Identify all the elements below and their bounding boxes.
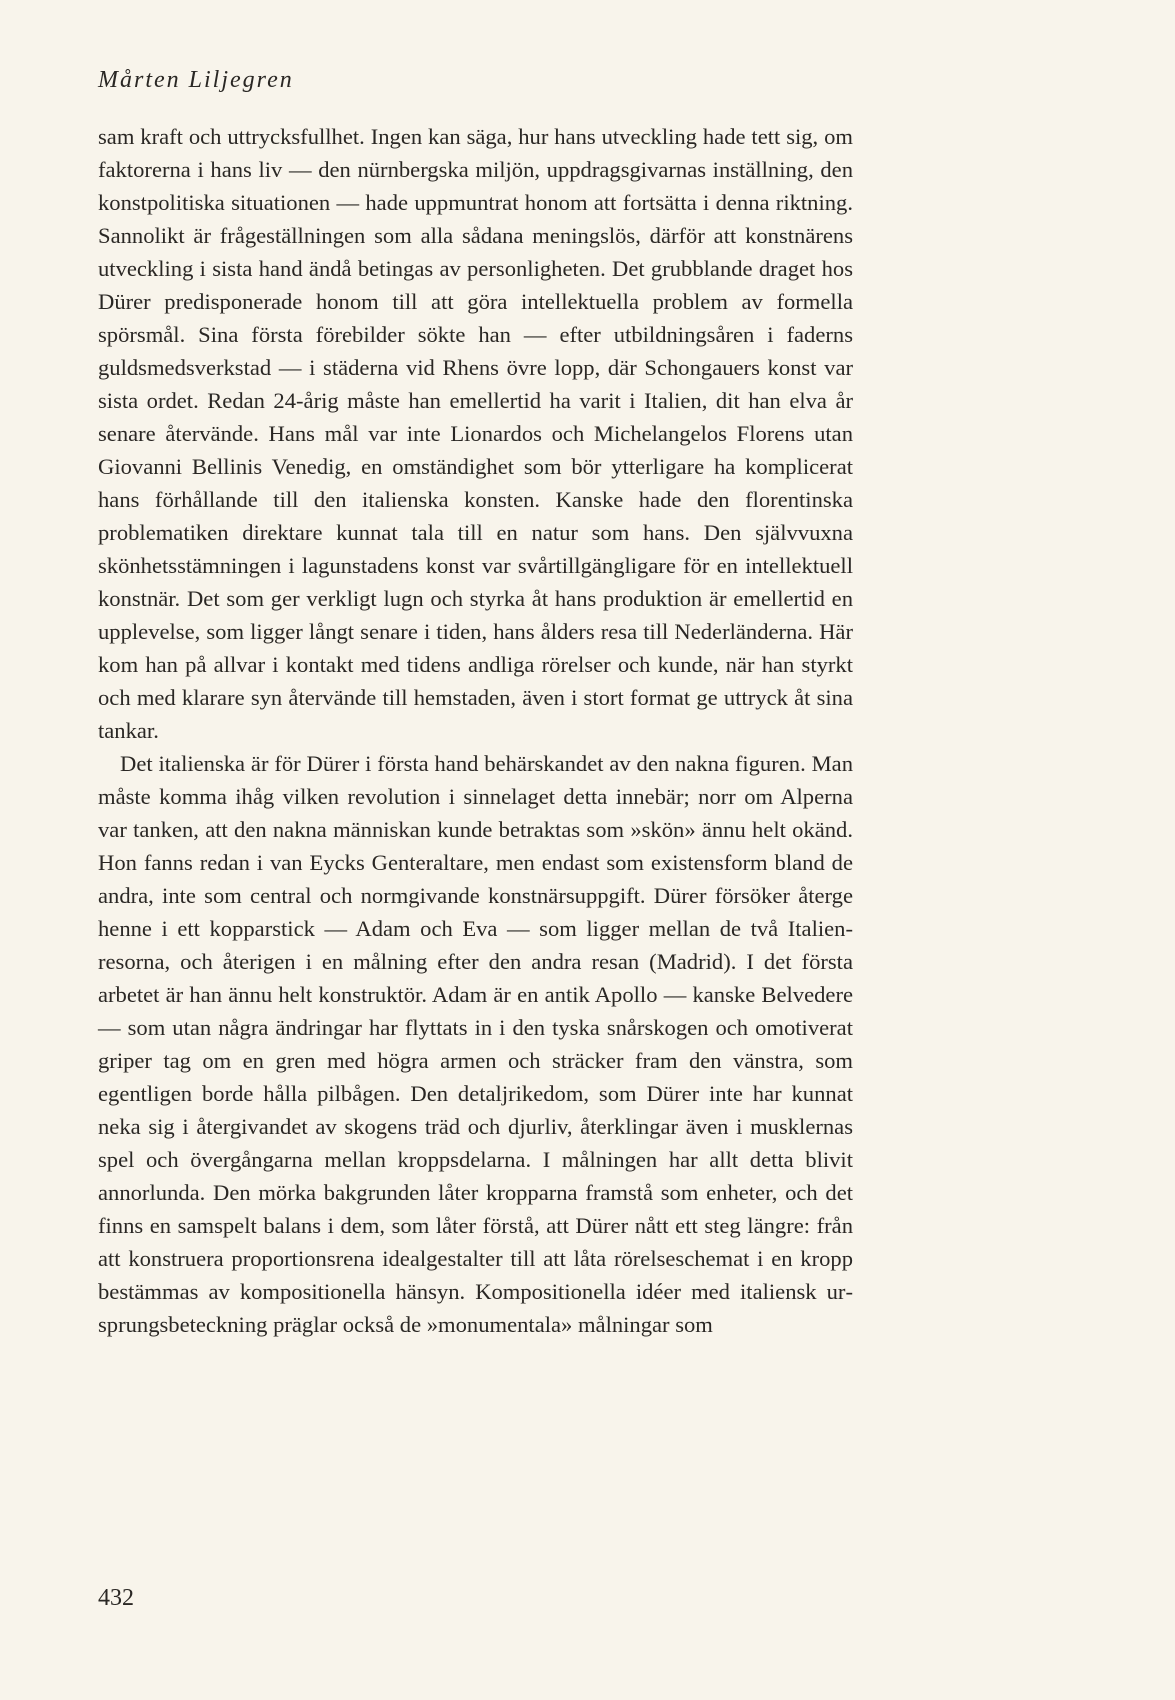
paragraph-1: sam kraft och uttrycksfullhet. Ingen kan säga, hur hans utveckling hade tett sig, om faktorerna i hans liv — den nürnbergska miljön, uppdragsgivarnas inställning, den konstpolitiska situationen — hade uppmuntrat honom att fortsätta i denna riktning. Sannolikt är frågeställningen som alla sådana meningslös, därför att konstnärens utveckling i sista hand ändå betingas av personligheten. Det grubblande draget hos Dürer predisponerade honom till att göra intellektuella problem av formella spörsmål. Sina första förebilder sökte han — efter utbildningsåren i faderns guldsmedsverkstad — i städerna vid Rhens övre lopp, där Schongauers konst var sista ordet. Redan 24-årig måste han emellertid ha varit i Italien, dit han elva år senare återvände. Hans mål var inte Lionardos och Michelangelos Florens utan Giovanni Bellinis Venedig, en omständighet som bör ytterligare ha komplicerat hans förhållande till den italienska konsten. Kanske hade den florentinska problematiken direktare kunnat tala till en natur som hans. Den självvuxna skönhetsstämningen i lagunstadens konst var svårtillgängligare för en intellektuell konstnär. Det som ger verkligt lugn och styrka åt hans produktion är emellertid en upplevelse, som ligger långt senare i tiden, hans ålders resa till Nederländerna. Här kom han på allvar i kontakt med tidens andliga rörelser och kunde, när han styrkt och med klarare syn återvände till hemstaden, även i stort format ge uttryck åt sina tankar. (98, 124, 853, 743)
body-text (98, 120, 853, 1341)
running-header-author: Mårten Liljegren (98, 67, 294, 93)
paragraph-2: Det italienska är för Dürer i första hand behärskandet av den nakna figuren. Man måste komma ihåg vilken revolution i sinnelaget detta innebär; norr om Alperna var tanken, att den nakna människan kunde betraktas som »skön» ännu helt okänd. Hon fanns redan i van Eycks Genteraltare, men endast som existensform bland de andra, inte som central och normgivande konstnärsuppgift. Dürer försöker återge henne i ett kopparstick — Adam och Eva — som ligger mellan de två Italienresorna, och återigen i en målning efter den andra resan (Madrid). I det första arbetet är han ännu helt konstruktör. Adam är en antik Apollo — kanske Belvedere — som utan några ändringar har flyttats in i den tyska snårskogen och omotiverat griper tag om en gren med högra armen och sträcker fram den vänstra, som egentligen borde hålla pilbågen. Den detaljrikedom, som Dürer inte har kunnat neka sig i återgivandet av skogens träd och djurliv, återklingar även i musklernas spel och övergångarna mellan kroppsdelarna. I målningen har allt detta blivit annorlunda. Den mörka bakgrunden låter kropparna framstå som enheter, och det finns en samspelt balans i dem, som låter förstå, att Dürer nått ett steg längre: från att konstruera proportionsrena idealgestalter till att låta rörelseschemat i en kropp bestämmas av kompositionella hänsyn. Kompositionella idéer med italiensk ursprungsbeteckning präglar också de »monumentala» målningar som (98, 751, 853, 1337)
page-number: 432 (98, 1585, 134, 1611)
